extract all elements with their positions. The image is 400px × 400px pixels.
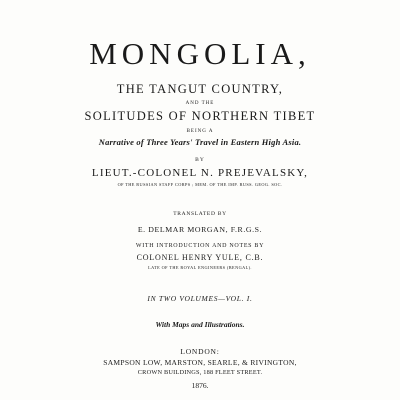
maps-illustrations: With Maps and Illustrations. [155,320,245,329]
being-a-text: BEING A [186,129,214,134]
translator-name: E. DELMAR MORGAN, F.R.G.S. [137,225,263,234]
narrative-line: Narrative of Three Years' Travel in Eastern High Asia. [98,137,302,147]
subtitle-tangut: THE TANGUT COUNTRY, [116,82,284,96]
and-the-text: AND THE [185,101,215,106]
publication-year: 1876. [191,381,209,390]
editor-name: COLONEL HENRY YULE, C.B. [136,253,264,262]
introduction-text: WITH INTRODUCTION AND NOTES BY [135,243,265,249]
translated-by-text: TRANSLATED BY [173,211,227,217]
volume-info: IN TWO VOLUMES—VOL. I. [147,294,253,303]
by-text: BY [195,157,205,163]
editor-credentials: LATE OF THE ROYAL ENGINEERS (BENGAL). [148,265,252,270]
subtitle-tibet: SOLITUDES OF NORTHERN TIBET [84,109,316,123]
author-name: LIEUT.-COLONEL N. PREJEVALSKY, [91,167,309,179]
book-title: MONGOLIA, [89,36,311,71]
publisher-name: SAMPSON LOW, MARSTON, SEARLE, & RIVINGTON, [103,358,297,367]
publication-city: LONDON: [180,347,220,356]
author-credentials: OF THE RUSSIAN STAFF CORPS ; MEM. OF THE IMP. RUSS. GEOG. SOC. [117,182,283,187]
publisher-address: CROWN BUILDINGS, 188 FLEET STREET. [137,369,263,376]
